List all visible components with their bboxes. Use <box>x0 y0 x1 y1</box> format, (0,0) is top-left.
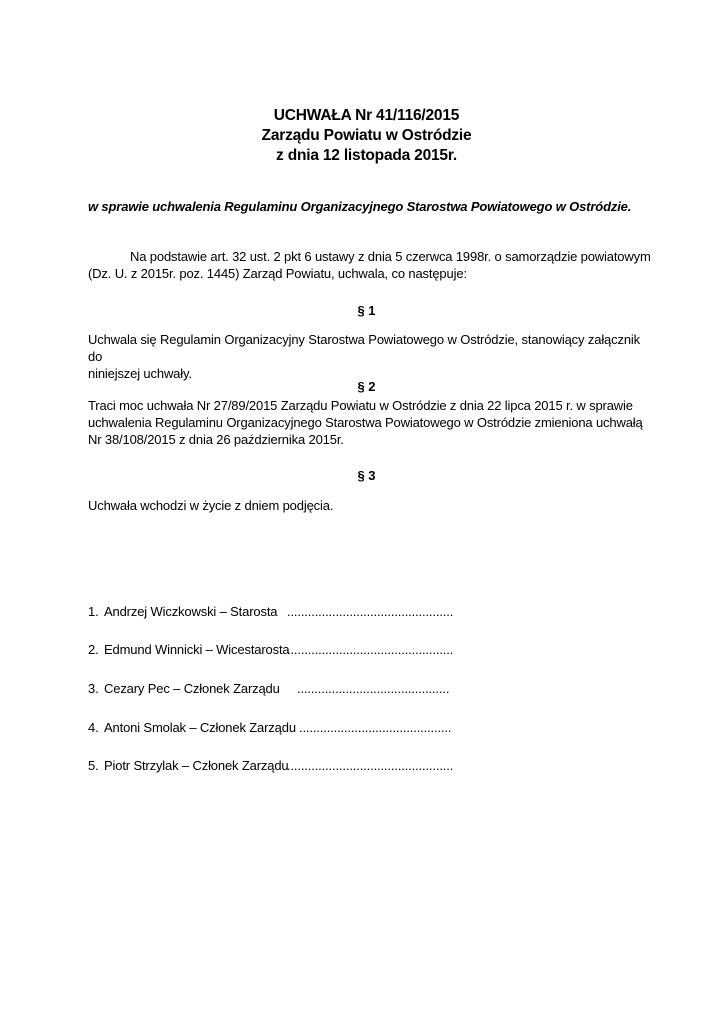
preamble-paragraph <box>88 248 651 282</box>
signatory-item <box>88 680 450 698</box>
signatory-name: Piotr Strzylak – Członek Zarządu <box>104 758 289 773</box>
title-line-body: Zarządu Powiatu w Ostródzie <box>261 127 472 144</box>
signatory-number: 2. <box>88 642 99 657</box>
signatory-name: Andrzej Wiczkowski – Starosta <box>104 604 278 619</box>
section-2-mark: § 2 <box>357 379 376 394</box>
signature-line: ................................................ <box>287 642 454 657</box>
signatory-name: Cezary Pec – Członek Zarządu <box>104 681 280 696</box>
section-2-paragraph <box>88 397 643 448</box>
section-1-line: niniejszej uchwały. <box>88 366 192 381</box>
signatory-number: 4. <box>88 720 99 735</box>
section-3-mark: § 3 <box>357 468 376 483</box>
section-3-line: Uchwała wchodzi w życie z dniem podjęcia. <box>88 498 334 513</box>
signature-line: ............................................ <box>297 681 450 696</box>
signatory-item <box>88 641 454 659</box>
signature-line: ............................................ <box>299 720 452 735</box>
section-1-line: Uchwala się Regulamin Organizacyjny Starostwa Powiatowego w Ostródzie, stanowiący załącznik do <box>88 332 640 364</box>
signatory-number: 1. <box>88 604 99 619</box>
section-1-mark: § 1 <box>357 303 376 318</box>
resolution-title <box>0 106 725 166</box>
signatory-item <box>88 757 454 775</box>
section-2-line: uchwalenia Regulaminu Organizacyjnego Starostwa Powiatowego w Ostródzie zmieniona uchwałą <box>88 415 643 430</box>
title-line-date: z dnia 12 listopada 2015r. <box>276 147 457 164</box>
preamble-line: Na podstawie art. 32 ust. 2 pkt 6 ustawy z dnia 5 czerwca 1998r. o samorządzie powiatowym <box>130 249 651 264</box>
signature-line: ................................................ <box>287 604 454 619</box>
title-line-number: UCHWAŁA Nr 41/116/2015 <box>273 107 460 124</box>
resolution-subject: w sprawie uchwalenia Regulaminu Organizacyjnego Starostwa Powiatowego w Ostródzie. <box>88 199 632 214</box>
preamble-line: (Dz. U. z 2015r. poz. 1445) Zarząd Powiatu, uchwala, co następuje: <box>88 266 467 281</box>
signatory-item <box>88 603 454 621</box>
section-3-paragraph <box>88 497 640 514</box>
section-1-paragraph <box>88 331 640 382</box>
signature-line: ................................................ <box>287 758 454 773</box>
signatory-number: 5. <box>88 758 99 773</box>
signatory-number: 3. <box>88 681 99 696</box>
signatory-name: Antoni Smolak – Członek Zarządu <box>104 720 296 735</box>
signatory-item <box>88 719 452 737</box>
signatory-name: Edmund Winnicki – Wicestarosta <box>104 642 290 657</box>
section-2-line: Traci moc uchwała Nr 27/89/2015 Zarządu Powiatu w Ostródzie z dnia 22 lipca 2015 r. w sprawie <box>88 398 633 413</box>
section-2-line: Nr 38/108/2015 z dnia 26 października 2015r. <box>88 432 344 447</box>
